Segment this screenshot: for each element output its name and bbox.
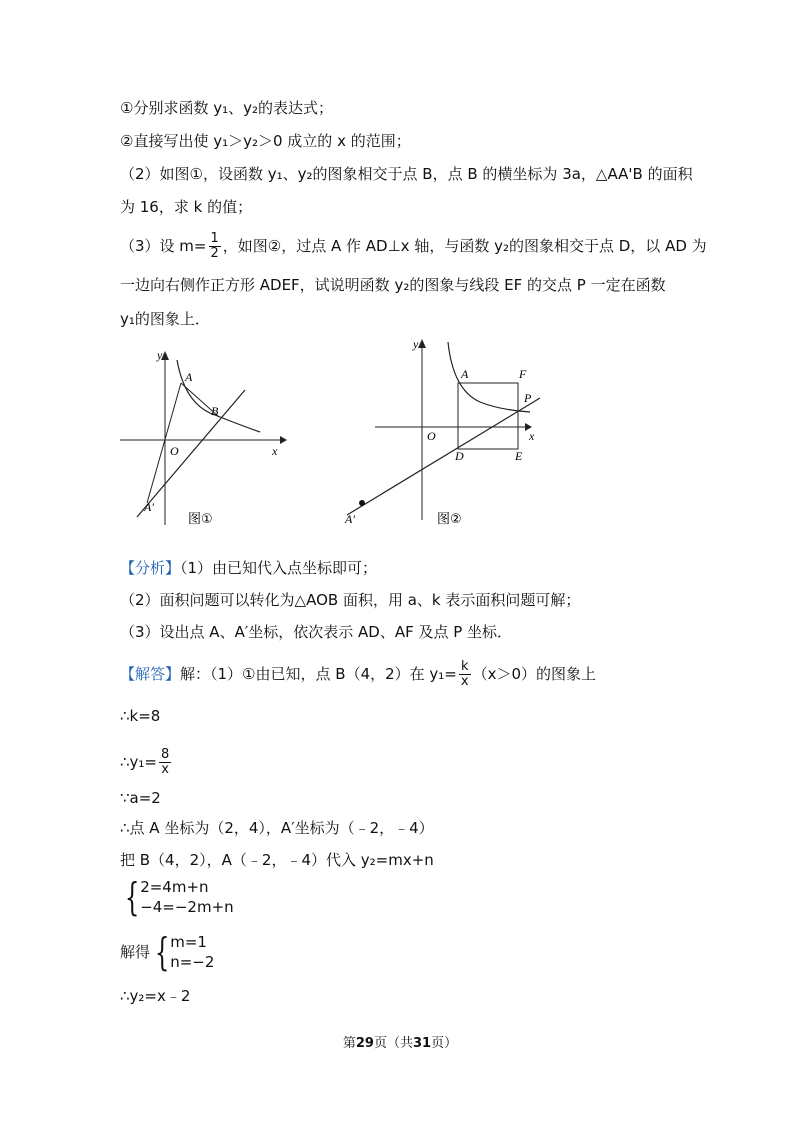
system-2 — [120, 932, 214, 972]
analysis-tag: 【分析】 — [120, 559, 181, 577]
analysis-1: （1）由已知代入点坐标即可； — [180, 559, 378, 577]
system-2-eq2: n=−2 — [170, 953, 215, 971]
fig1-caption: 图① — [188, 512, 213, 527]
footer-pre: 第 — [342, 1036, 356, 1051]
q3-frac-num: 1 — [210, 231, 219, 246]
analysis-line2: （2）面积问题可以转化为△AOB 面积，用 a、k 表示面积问题可解； — [120, 591, 581, 609]
q1-part2: ②直接写出使 y₁＞y₂＞0 成立的 x 的范围； — [120, 132, 411, 150]
fig1-label-a: A — [185, 370, 193, 384]
fig2-label-f: F — [519, 367, 527, 381]
fig2-label-y: y — [413, 337, 419, 351]
fig2-label-x: x — [529, 429, 535, 443]
answer-pre: 解：（1）①由已知，点 B（4，2）在 y₁= — [180, 665, 457, 683]
fig1-label-x: x — [272, 444, 278, 458]
fig1-x-arrow — [280, 436, 287, 444]
q3-line3: y₁的图象上． — [120, 310, 210, 328]
system-1-eq2: −4=−2m+n — [140, 898, 234, 916]
step-y1 — [120, 748, 173, 777]
answer-fraction — [459, 660, 471, 689]
step-y1-pre: ∴y₁= — [120, 753, 158, 771]
system-2-equations — [170, 932, 214, 972]
step-substitute: 把 B（4，2），A（﹣2，﹣4）代入 y₂=mx+n — [120, 851, 434, 869]
footer-page: 29 — [355, 1036, 374, 1051]
q2-line2: 为 16，求 k 的值； — [120, 198, 253, 216]
answer-tag: 【解答】 — [120, 665, 181, 683]
system-1-eq1: 2=4m+n — [140, 878, 209, 896]
system-1 — [120, 877, 234, 917]
fig2-y-arrow — [418, 339, 426, 348]
fig2-label-o: O — [427, 429, 436, 443]
fig2-caption: 图② — [437, 512, 462, 527]
answer-frac-num: k — [459, 660, 471, 675]
fig2-line — [347, 398, 540, 515]
system-2-eq1: m=1 — [170, 933, 207, 951]
step-k: ∴k=8 — [120, 707, 161, 725]
q2-line1: （2）如图①，设函数 y₁、y₂的图象相交于点 B，点 B 的横坐标为 3a，△AA'B 的面积 — [120, 165, 693, 183]
step-y1-fraction — [159, 748, 171, 777]
fig2-label-a: A — [461, 367, 469, 381]
system-2-brace: { — [154, 930, 170, 974]
q3-fraction — [209, 232, 221, 261]
step-coords: ∴点 A 坐标为（2，4），A′坐标为（﹣2，﹣4） — [120, 819, 434, 837]
fig2-point-a2 — [359, 500, 365, 506]
footer-total: 31 — [413, 1036, 432, 1051]
q3-frac-den: 2 — [210, 246, 219, 261]
system-1-equations — [140, 877, 233, 917]
q1-part1: ①分别求函数 y₁、y₂的表达式； — [120, 99, 333, 117]
fig1-label-o: O — [170, 444, 179, 458]
fig1-label-a2: A′ — [144, 500, 154, 514]
step-a: ∵a=2 — [120, 789, 161, 807]
q3-line1 — [120, 232, 707, 261]
step-y1-den: x — [161, 762, 169, 777]
analysis-line3: （3）设出点 A、A′坐标，依次表示 AD、AF 及点 P 坐标． — [120, 623, 513, 641]
answer-frac-den: x — [460, 674, 469, 689]
fig1-label-y: y — [157, 348, 163, 362]
answer-line1 — [120, 660, 596, 689]
footer-mid: 页（共 — [373, 1036, 413, 1051]
step-y2: ∴y₂=x﹣2 — [120, 987, 191, 1005]
fig2-label-a2: A′ — [345, 512, 355, 526]
fig2-label-d: D — [455, 449, 464, 463]
q3-line2: 一边向右侧作正方形 ADEF，试说明函数 y₂的图象与线段 EF 的交点 P 一定在函数 — [120, 276, 666, 294]
system-2-pre: 解得 — [120, 943, 151, 961]
footer-post: 页） — [431, 1036, 458, 1051]
fig1-line — [137, 390, 245, 517]
page-footer — [0, 1032, 800, 1051]
answer-post: （x＞0）的图象上 — [472, 665, 597, 683]
figure-1 — [115, 345, 295, 530]
q3-pre: （3）设 m= — [120, 237, 207, 255]
system-1-brace: { — [124, 875, 140, 919]
fig1-label-b: B — [211, 404, 219, 418]
fig2-label-p: P — [524, 391, 532, 405]
analysis-line1 — [120, 558, 377, 578]
q3-post: ，如图②，过点 A 作 AD⊥x 轴，与函数 y₂的图象相交于点 D，以 AD 为 — [222, 237, 707, 255]
step-y1-num: 8 — [161, 747, 170, 762]
fig2-label-e: E — [515, 449, 523, 463]
figure-2 — [335, 330, 550, 530]
